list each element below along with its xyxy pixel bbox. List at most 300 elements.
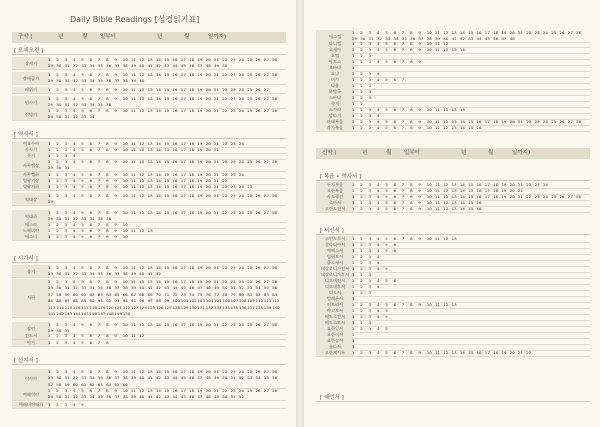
chapter-checkbox[interactable]: 18 [189, 322, 195, 327]
chapter-checkbox[interactable]: 14 [459, 125, 465, 130]
chapter-checkbox[interactable]: 34 [89, 114, 95, 120]
chapter-checkbox[interactable]: 48 [205, 63, 211, 69]
chapter-checkbox[interactable]: 9 [418, 41, 421, 46]
chapter-checkbox[interactable]: 31 [64, 216, 70, 222]
chapter-checkbox[interactable]: 7 [401, 107, 405, 112]
chapter-checkbox[interactable]: 30 [56, 394, 62, 400]
chapter-checkbox[interactable]: 2 [56, 184, 59, 189]
chapter-checkbox[interactable]: 36 [106, 63, 112, 69]
chapter-checkbox[interactable]: 24 [542, 30, 548, 35]
chapter-checkbox[interactable]: 15 [164, 96, 170, 101]
chapter-checkbox[interactable]: 18 [493, 182, 499, 187]
chapter-checkbox[interactable]: 12 [443, 236, 449, 241]
chapter-checkbox[interactable]: 13 [451, 125, 457, 130]
chapter-checkbox[interactable]: 4 [376, 302, 380, 307]
chapter-checkbox[interactable]: 12 [139, 184, 145, 189]
chapter-checkbox[interactable]: 37 [418, 36, 424, 42]
chapter-checkbox[interactable]: 13 [147, 141, 153, 146]
chapter-checkbox[interactable]: 14 [459, 200, 465, 205]
chapter-checkbox[interactable]: 6 [89, 178, 93, 183]
chapter-checkbox[interactable]: 16 [172, 184, 178, 189]
chapter-checkbox[interactable]: 20 [509, 119, 515, 124]
chapter-checkbox[interactable]: 30 [56, 216, 62, 222]
chapter-checkbox[interactable]: 2 [360, 236, 363, 241]
chapter-checkbox[interactable]: 1 [48, 193, 51, 198]
chapter-checkbox[interactable]: 43 [164, 63, 170, 69]
chapter-checkbox[interactable]: 1 [48, 184, 51, 189]
chapter-checkbox[interactable]: 8 [410, 47, 413, 52]
chapter-checkbox[interactable]: 6 [89, 322, 93, 327]
chapter-checkbox[interactable]: 25 [551, 30, 557, 35]
chapter-checkbox[interactable]: 12 [139, 210, 145, 215]
chapter-checkbox[interactable]: 2 [56, 369, 59, 374]
chapter-checkbox[interactable]: 34 [89, 285, 95, 291]
chapter-checkbox[interactable]: 69 [147, 291, 153, 297]
chapter-checkbox[interactable]: 3 [368, 272, 372, 277]
chapter-checkbox[interactable]: 55 [263, 375, 269, 381]
chapter-checkbox[interactable]: 68 [139, 291, 145, 297]
chapter-checkbox[interactable]: 21 [214, 265, 220, 270]
chapter-checkbox[interactable]: 40 [139, 375, 145, 381]
chapter-checkbox[interactable]: 6 [393, 236, 397, 241]
chapter-checkbox[interactable]: 47 [501, 36, 507, 42]
chapter-checkbox[interactable]: 12 [443, 302, 449, 307]
chapter-checkbox[interactable]: 33 [385, 36, 391, 42]
chapter-checkbox[interactable]: 11 [435, 206, 441, 211]
chapter-checkbox[interactable]: 14 [459, 188, 465, 193]
chapter-checkbox[interactable]: 6 [89, 96, 93, 101]
chapter-checkbox[interactable]: 28 [576, 119, 582, 124]
chapter-checkbox[interactable]: 2 [56, 340, 59, 345]
chapter-checkbox[interactable]: 28 [576, 194, 582, 199]
chapter-checkbox[interactable]: 12 [139, 369, 145, 374]
chapter-checkbox[interactable]: 4 [72, 228, 76, 233]
chapter-checkbox[interactable]: 18 [189, 172, 195, 177]
chapter-checkbox[interactable]: 18 [189, 159, 195, 164]
chapter-checkbox[interactable]: 36 [106, 375, 112, 381]
chapter-checkbox[interactable]: 1 [352, 71, 355, 76]
chapter-checkbox[interactable]: 35 [97, 271, 103, 277]
chapter-checkbox[interactable]: 2 [56, 279, 59, 284]
chapter-checkbox[interactable]: 25 [247, 193, 253, 198]
chapter-checkbox[interactable]: 74 [189, 291, 195, 297]
chapter-checkbox[interactable]: 3 [368, 71, 372, 76]
chapter-checkbox[interactable]: 2 [360, 83, 363, 88]
chapter-checkbox[interactable]: 104 [205, 298, 214, 304]
chapter-checkbox[interactable]: 17 [484, 119, 490, 124]
chapter-checkbox[interactable]: 7 [401, 206, 405, 211]
chapter-checkbox[interactable]: 21 [214, 279, 220, 284]
chapter-checkbox[interactable]: 2 [56, 57, 59, 62]
chapter-checkbox[interactable]: 130 [189, 304, 197, 310]
chapter-checkbox[interactable]: 18 [189, 87, 195, 92]
chapter-checkbox[interactable]: 19 [501, 350, 507, 355]
chapter-checkbox[interactable]: 4 [376, 47, 380, 52]
chapter-checkbox[interactable]: 30 [56, 271, 62, 277]
chapter-checkbox[interactable]: 2 [56, 178, 59, 183]
chapter-checkbox[interactable]: 2 [360, 284, 363, 289]
chapter-checkbox[interactable]: 24 [238, 96, 244, 101]
chapter-checkbox[interactable]: 4 [72, 322, 76, 327]
chapter-checkbox[interactable]: 20 [205, 184, 211, 189]
chapter-checkbox[interactable]: 35 [97, 102, 103, 108]
chapter-checkbox[interactable]: 15 [164, 147, 170, 152]
chapter-checkbox[interactable]: 15 [164, 279, 170, 284]
chapter-checkbox[interactable]: 24 [238, 87, 244, 92]
chapter-checkbox[interactable]: 10 [426, 302, 432, 307]
chapter-checkbox[interactable]: 12 [443, 41, 449, 46]
chapter-checkbox[interactable]: 149 [114, 311, 122, 316]
chapter-checkbox[interactable]: 16 [172, 159, 178, 164]
chapter-checkbox[interactable]: 4 [376, 125, 380, 130]
chapter-checkbox[interactable]: 19 [197, 141, 203, 146]
chapter-checkbox[interactable]: 14 [155, 369, 161, 374]
chapter-checkbox[interactable]: 9 [114, 147, 117, 152]
chapter-checkbox[interactable]: 14 [155, 279, 161, 284]
chapter-checkbox[interactable]: 91 [97, 298, 103, 304]
chapter-checkbox[interactable]: 10 [122, 147, 128, 152]
chapter-checkbox[interactable]: 65 [114, 291, 120, 297]
chapter-checkbox[interactable]: 10 [426, 236, 432, 241]
chapter-checkbox[interactable]: 3 [368, 59, 372, 64]
chapter-checkbox[interactable]: 50 [222, 285, 228, 291]
chapter-checkbox[interactable]: 35 [401, 36, 407, 42]
chapter-checkbox[interactable]: 21 [214, 193, 220, 198]
chapter-checkbox[interactable]: 10 [122, 265, 128, 270]
chapter-checkbox[interactable]: 48 [509, 36, 515, 42]
chapter-checkbox[interactable]: 38 [122, 271, 128, 277]
chapter-checkbox[interactable]: 3 [64, 279, 68, 284]
chapter-checkbox[interactable]: 7 [97, 388, 101, 393]
chapter-checkbox[interactable]: 29 [48, 394, 54, 400]
chapter-checkbox[interactable]: 33 [81, 271, 87, 277]
chapter-checkbox[interactable]: 24 [238, 322, 244, 327]
chapter-checkbox[interactable]: 1 [352, 302, 355, 307]
chapter-checkbox[interactable]: 19 [197, 210, 203, 215]
chapter-checkbox[interactable]: 5 [81, 402, 84, 407]
chapter-checkbox[interactable]: 6 [393, 350, 397, 355]
chapter-checkbox[interactable]: 15 [164, 193, 170, 198]
chapter-checkbox[interactable]: 18 [493, 188, 499, 193]
chapter-checkbox[interactable]: 49 [214, 285, 220, 291]
chapter-checkbox[interactable]: 2 [56, 147, 59, 152]
chapter-checkbox[interactable]: 29 [48, 328, 54, 334]
chapter-checkbox[interactable]: 37 [114, 394, 120, 400]
chapter-checkbox[interactable]: 1 [48, 234, 51, 239]
chapter-checkbox[interactable]: 2 [360, 30, 363, 35]
chapter-checkbox[interactable]: 18 [189, 72, 195, 77]
chapter-checkbox[interactable]: 35 [97, 63, 103, 69]
chapter-checkbox[interactable]: 27 [263, 72, 269, 77]
chapter-checkbox[interactable]: 16 [172, 210, 178, 215]
chapter-checkbox[interactable]: 26 [559, 30, 565, 35]
chapter-checkbox[interactable]: 5 [385, 266, 388, 271]
chapter-checkbox[interactable]: 63 [97, 291, 103, 297]
chapter-checkbox[interactable]: 16 [476, 206, 482, 211]
chapter-checkbox[interactable]: 54 [255, 375, 261, 381]
chapter-checkbox[interactable]: 3 [368, 284, 372, 289]
chapter-checkbox[interactable]: 43 [164, 394, 170, 400]
chapter-checkbox[interactable]: 52 [238, 375, 244, 381]
chapter-checkbox[interactable]: 11 [131, 193, 137, 198]
chapter-checkbox[interactable]: 21 [214, 210, 220, 215]
chapter-checkbox[interactable]: 8 [410, 350, 413, 355]
chapter-checkbox[interactable]: 78 [222, 291, 228, 297]
chapter-checkbox[interactable]: 9 [418, 182, 421, 187]
chapter-checkbox[interactable]: 10 [426, 200, 432, 205]
chapter-checkbox[interactable]: 22 [222, 279, 228, 284]
chapter-checkbox[interactable]: 6 [393, 248, 397, 253]
chapter-checkbox[interactable]: 5 [385, 59, 388, 64]
chapter-checkbox[interactable]: 6 [393, 125, 397, 130]
chapter-checkbox[interactable]: 10 [122, 178, 128, 183]
chapter-checkbox[interactable]: 46 [189, 375, 195, 381]
chapter-checkbox[interactable]: 29 [48, 114, 54, 120]
chapter-checkbox[interactable]: 6 [393, 278, 397, 283]
chapter-checkbox[interactable]: 2 [56, 153, 59, 158]
chapter-checkbox[interactable]: 6 [393, 242, 397, 247]
chapter-checkbox[interactable]: 5 [81, 228, 84, 233]
chapter-checkbox[interactable]: 1 [352, 77, 355, 82]
chapter-checkbox[interactable]: 21 [214, 147, 220, 152]
chapter-checkbox[interactable]: 60 [72, 291, 78, 297]
chapter-checkbox[interactable]: 9 [418, 200, 421, 205]
chapter-checkbox[interactable]: 30 [56, 63, 62, 69]
chapter-checkbox[interactable]: 5 [81, 369, 84, 374]
chapter-checkbox[interactable]: 6 [89, 193, 93, 198]
chapter-checkbox[interactable]: 37 [114, 78, 120, 84]
chapter-checkbox[interactable]: 126 [155, 304, 164, 310]
chapter-checkbox[interactable]: 45 [484, 36, 490, 42]
chapter-checkbox[interactable]: 9 [114, 234, 117, 239]
chapter-checkbox[interactable]: 15 [468, 182, 474, 187]
chapter-checkbox[interactable]: 8 [410, 302, 413, 307]
chapter-checkbox[interactable]: 9 [418, 59, 421, 64]
chapter-checkbox[interactable]: 15 [164, 72, 170, 77]
chapter-checkbox[interactable]: 24 [238, 172, 244, 177]
chapter-checkbox[interactable]: 23 [230, 172, 236, 177]
chapter-checkbox[interactable]: 4 [376, 194, 380, 199]
chapter-checkbox[interactable]: 1 [352, 101, 355, 106]
chapter-checkbox[interactable]: 14 [155, 178, 161, 183]
chapter-checkbox[interactable]: 42 [155, 271, 161, 277]
chapter-checkbox[interactable]: 26 [255, 96, 261, 101]
chapter-checkbox[interactable]: 18 [493, 119, 499, 124]
chapter-checkbox[interactable]: 5 [81, 322, 84, 327]
chapter-checkbox[interactable]: 5 [385, 314, 388, 319]
chapter-checkbox[interactable]: 17 [180, 322, 186, 327]
chapter-checkbox[interactable]: 34 [89, 63, 95, 69]
chapter-checkbox[interactable]: 1 [48, 159, 51, 164]
chapter-checkbox[interactable]: 2 [360, 326, 363, 331]
chapter-checkbox[interactable]: 59 [64, 291, 70, 297]
chapter-checkbox[interactable]: 23 [230, 141, 236, 146]
chapter-checkbox[interactable]: 2 [360, 206, 363, 211]
chapter-checkbox[interactable]: 71 [164, 291, 170, 297]
chapter-checkbox[interactable]: 1 [48, 108, 51, 113]
chapter-checkbox[interactable]: 1 [352, 30, 355, 35]
chapter-checkbox[interactable]: 2 [56, 141, 59, 146]
chapter-checkbox[interactable]: 8 [410, 119, 413, 124]
chapter-checkbox[interactable]: 3 [368, 200, 372, 205]
chapter-checkbox[interactable]: 2 [56, 210, 59, 215]
chapter-checkbox[interactable]: 38 [122, 78, 128, 84]
chapter-checkbox[interactable]: 10 [426, 188, 432, 193]
chapter-checkbox[interactable]: 140 [272, 304, 280, 310]
chapter-checkbox[interactable]: 9 [114, 333, 117, 338]
chapter-checkbox[interactable]: 10 [122, 141, 128, 146]
chapter-checkbox[interactable]: 103 [197, 298, 205, 304]
chapter-checkbox[interactable]: 14 [155, 96, 161, 101]
chapter-checkbox[interactable]: 6 [89, 172, 93, 177]
chapter-checkbox[interactable]: 2 [56, 96, 59, 101]
chapter-checkbox[interactable]: 67 [131, 291, 137, 297]
chapter-checkbox[interactable]: 146 [89, 311, 98, 316]
chapter-checkbox[interactable]: 17 [484, 182, 490, 187]
chapter-checkbox[interactable]: 2 [360, 194, 363, 199]
chapter-checkbox[interactable]: 2 [360, 59, 363, 64]
chapter-checkbox[interactable]: 7 [97, 333, 101, 338]
chapter-checkbox[interactable]: 10 [426, 41, 432, 46]
chapter-checkbox[interactable]: 2 [360, 113, 363, 118]
chapter-checkbox[interactable]: 32 [376, 36, 382, 42]
chapter-checkbox[interactable]: 8 [106, 87, 109, 92]
chapter-checkbox[interactable]: 19 [197, 388, 203, 393]
chapter-checkbox[interactable]: 10 [122, 222, 128, 227]
chapter-checkbox[interactable]: 24 [542, 194, 548, 199]
chapter-checkbox[interactable]: 4 [376, 242, 380, 247]
chapter-checkbox[interactable]: 14 [459, 107, 465, 112]
chapter-checkbox[interactable]: 144 [72, 311, 81, 316]
chapter-checkbox[interactable]: 4 [376, 266, 380, 271]
chapter-checkbox[interactable]: 1 [48, 279, 51, 284]
chapter-checkbox[interactable]: 29 [352, 36, 358, 42]
chapter-checkbox[interactable]: 4 [72, 153, 76, 158]
chapter-checkbox[interactable]: 12 [443, 188, 449, 193]
chapter-checkbox[interactable]: 20 [205, 159, 211, 164]
chapter-checkbox[interactable]: 15 [468, 350, 474, 355]
chapter-checkbox[interactable]: 27 [263, 57, 269, 62]
chapter-checkbox[interactable]: 57 [48, 381, 54, 387]
chapter-checkbox[interactable]: 101 [180, 298, 189, 304]
chapter-checkbox[interactable]: 94 [122, 298, 128, 304]
chapter-checkbox[interactable]: 5 [385, 107, 388, 112]
chapter-checkbox[interactable]: 1 [48, 369, 51, 374]
chapter-checkbox[interactable]: 11 [435, 41, 441, 46]
chapter-checkbox[interactable]: 22 [222, 72, 228, 77]
chapter-checkbox[interactable]: 37 [114, 285, 120, 291]
chapter-checkbox[interactable]: 21 [214, 72, 220, 77]
chapter-checkbox[interactable]: 1 [48, 322, 51, 327]
chapter-checkbox[interactable]: 20 [205, 279, 211, 284]
chapter-checkbox[interactable]: 2 [360, 290, 363, 295]
chapter-checkbox[interactable]: 4 [72, 388, 76, 393]
chapter-checkbox[interactable]: 27 [263, 108, 269, 113]
chapter-checkbox[interactable]: 12 [443, 47, 449, 52]
chapter-checkbox[interactable]: 122 [122, 304, 131, 310]
chapter-checkbox[interactable]: 37 [114, 271, 120, 277]
chapter-checkbox[interactable]: 33 [81, 102, 87, 108]
chapter-checkbox[interactable]: 87 [64, 298, 70, 304]
chapter-checkbox[interactable]: 25 [247, 57, 253, 62]
chapter-checkbox[interactable]: 3 [64, 72, 68, 77]
chapter-checkbox[interactable]: 26 [559, 119, 565, 124]
chapter-checkbox[interactable]: 11 [131, 87, 137, 92]
chapter-checkbox[interactable]: 2 [56, 333, 59, 338]
chapter-checkbox[interactable]: 9 [114, 141, 117, 146]
chapter-checkbox[interactable]: 16 [172, 172, 178, 177]
chapter-checkbox[interactable]: 3 [368, 182, 372, 187]
chapter-checkbox[interactable]: 5 [385, 302, 388, 307]
chapter-checkbox[interactable]: 16 [172, 57, 178, 62]
chapter-checkbox[interactable]: 17 [180, 388, 186, 393]
chapter-checkbox[interactable]: 31 [64, 285, 70, 291]
chapter-checkbox[interactable]: 12 [139, 87, 145, 92]
chapter-checkbox[interactable]: 11 [131, 210, 137, 215]
chapter-checkbox[interactable]: 5 [81, 340, 84, 345]
chapter-checkbox[interactable]: 53 [247, 375, 253, 381]
chapter-checkbox[interactable]: 13 [147, 72, 153, 77]
chapter-checkbox[interactable]: 27 [263, 193, 269, 198]
chapter-checkbox[interactable]: 47 [197, 285, 203, 291]
chapter-checkbox[interactable]: 7 [401, 30, 405, 35]
chapter-checkbox[interactable]: 11 [131, 228, 137, 233]
chapter-checkbox[interactable]: 11 [435, 125, 441, 130]
chapter-checkbox[interactable]: 33 [81, 216, 87, 222]
chapter-checkbox[interactable]: 11 [435, 30, 441, 35]
chapter-checkbox[interactable]: 26 [255, 322, 261, 327]
chapter-checkbox[interactable]: 1 [352, 182, 355, 187]
chapter-checkbox[interactable]: 147 [97, 311, 106, 316]
chapter-checkbox[interactable]: 5 [81, 279, 84, 284]
chapter-checkbox[interactable]: 11 [435, 188, 441, 193]
chapter-checkbox[interactable]: 16 [172, 388, 178, 393]
chapter-checkbox[interactable]: 6 [393, 302, 397, 307]
chapter-checkbox[interactable]: 19 [197, 147, 203, 152]
chapter-checkbox[interactable]: 14 [155, 322, 161, 327]
chapter-checkbox[interactable]: 5 [385, 236, 388, 241]
chapter-checkbox[interactable]: 1 [352, 41, 355, 46]
chapter-checkbox[interactable]: 8 [106, 340, 109, 345]
chapter-checkbox[interactable]: 12 [443, 182, 449, 187]
chapter-checkbox[interactable]: 79 [230, 291, 236, 297]
chapter-checkbox[interactable]: 80 [238, 291, 244, 297]
chapter-checkbox[interactable]: 19 [197, 178, 203, 183]
chapter-checkbox[interactable]: 25 [247, 369, 253, 374]
chapter-checkbox[interactable]: 3 [368, 125, 372, 130]
chapter-checkbox[interactable]: 1 [352, 254, 355, 259]
chapter-checkbox[interactable]: 1 [352, 272, 355, 277]
chapter-checkbox[interactable]: 18 [189, 178, 195, 183]
chapter-checkbox[interactable]: 41 [147, 63, 153, 69]
chapter-checkbox[interactable]: 31 [64, 102, 70, 108]
chapter-checkbox[interactable]: 8 [106, 96, 109, 101]
chapter-checkbox[interactable]: 2 [56, 388, 59, 393]
chapter-checkbox[interactable]: 4 [72, 184, 76, 189]
chapter-checkbox[interactable]: 23 [230, 388, 236, 393]
chapter-checkbox[interactable]: 50 [222, 375, 228, 381]
chapter-checkbox[interactable]: 5 [385, 125, 388, 130]
chapter-checkbox[interactable]: 18 [189, 265, 195, 270]
chapter-checkbox[interactable]: 9 [114, 108, 117, 113]
chapter-checkbox[interactable]: 7 [97, 193, 101, 198]
chapter-checkbox[interactable]: 9 [114, 222, 117, 227]
chapter-checkbox[interactable]: 4 [376, 284, 380, 289]
chapter-checkbox[interactable]: 29 [48, 375, 54, 381]
chapter-checkbox[interactable]: 30 [56, 114, 62, 120]
chapter-checkbox[interactable]: 7 [401, 236, 405, 241]
chapter-checkbox[interactable]: 17 [180, 141, 186, 146]
